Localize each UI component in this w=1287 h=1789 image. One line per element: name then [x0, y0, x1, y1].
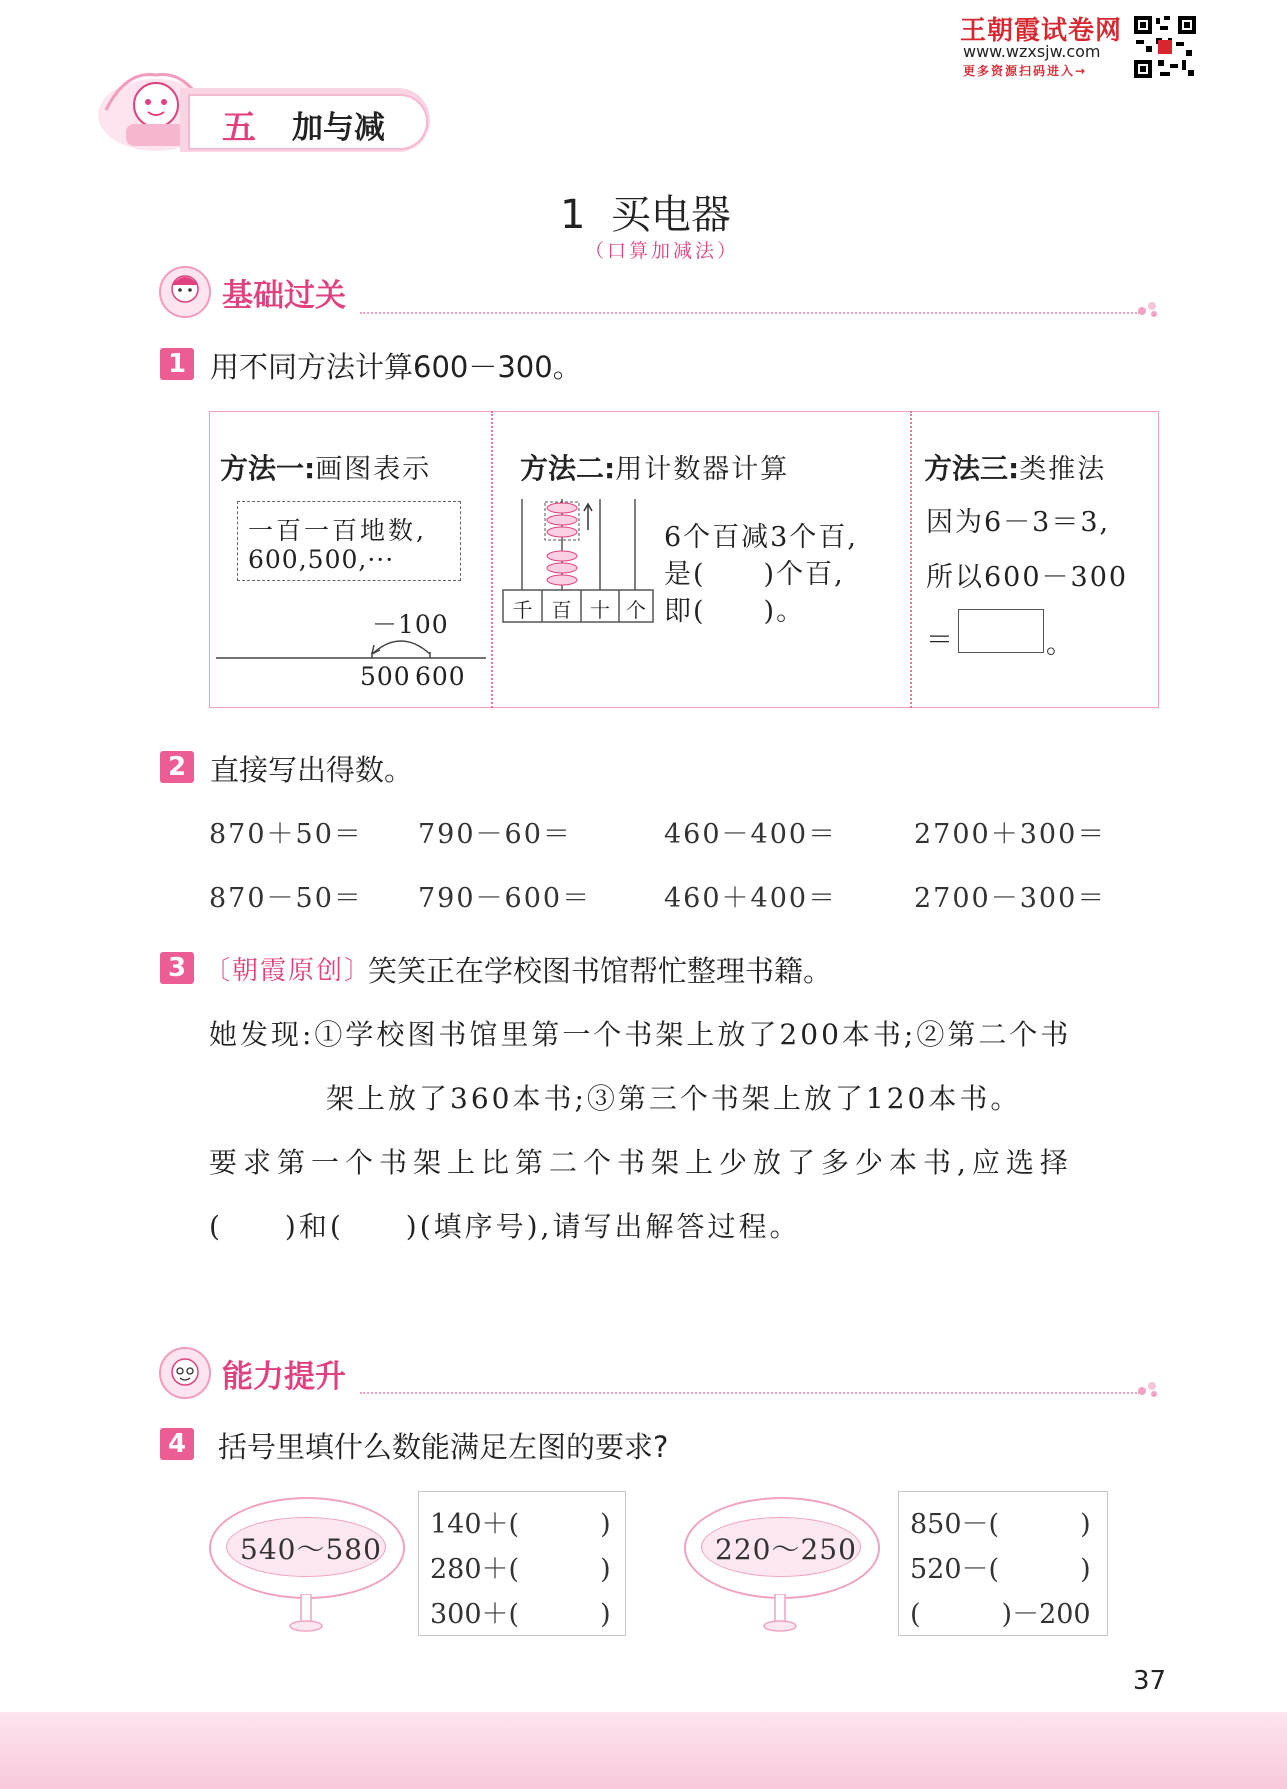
brand-title: 王朝霞试卷网 — [960, 16, 1123, 46]
method2-line3[interactable]: 即( )。 — [664, 596, 806, 627]
section-advanced-title: 能力提升 — [222, 1359, 346, 1395]
q3-line3: 要求第一个书架上比第二个书架上少放了多少本书,应选择 — [209, 1146, 1074, 1179]
method2-title: 方法二: — [520, 452, 616, 485]
question-1-text: 用不同方法计算600－300。 — [210, 350, 582, 384]
group1-item-2[interactable]: 280＋( ) — [430, 1554, 611, 1585]
girl-mascot-icon — [158, 265, 212, 319]
section-basic-title: 基础过关 — [222, 278, 346, 314]
method3-line1: 因为6－3＝3, — [926, 507, 1111, 538]
group1-item-3[interactable]: 300＋( ) — [430, 1599, 611, 1630]
abacus-place-labels — [503, 594, 653, 623]
sign-post-icon — [288, 1594, 324, 1632]
question-3-number: 3 — [160, 952, 194, 984]
q3-line4[interactable]: ( )和( )(填序号),请写出解答过程。 — [209, 1210, 801, 1243]
group2-item-2[interactable]: 520－( ) — [910, 1554, 1091, 1585]
method1-box-line1: 一百一百地数, — [248, 516, 427, 545]
range-sign-1-label: 540～580 — [240, 1533, 382, 1566]
unit-name: 加与减 — [292, 110, 385, 146]
q1-divider-2 — [910, 411, 912, 708]
question-4-number: 4 — [160, 1428, 194, 1460]
method1-heading — [220, 447, 431, 487]
q3-line2: 架上放了360本书;③第三个书架上放了120本书。 — [326, 1082, 1022, 1115]
calc-r1-c3[interactable]: 460－400＝ — [664, 819, 838, 850]
place-thousands: 千 — [512, 598, 533, 622]
question-1-number: 1 — [160, 348, 194, 380]
place-hundreds: 百 — [551, 598, 572, 622]
method1-desc: 画图表示 — [315, 454, 432, 485]
range-sign-2-label: 220～250 — [715, 1533, 857, 1566]
number-line-icon — [216, 630, 488, 660]
question-3-text: 笑笑正在学校图书馆帮忙整理书籍。 — [368, 954, 833, 988]
unit-number: 五 — [222, 108, 256, 148]
method2-desc: 用计数器计算 — [615, 454, 790, 485]
calc-r1-c2[interactable]: 790－60＝ — [418, 819, 572, 850]
method2-heading — [520, 447, 789, 487]
method1-title: 方法一: — [220, 452, 316, 485]
section-basic-divider — [360, 312, 1140, 316]
qr-code-icon[interactable] — [1132, 14, 1198, 80]
page-number: 37 — [1133, 1666, 1167, 1696]
method3-answer-box[interactable] — [958, 609, 1044, 653]
calc-r2-c3[interactable]: 460＋400＝ — [664, 883, 838, 914]
boy-mascot-icon — [158, 1346, 212, 1400]
group1-item-1[interactable]: 140＋( ) — [430, 1509, 611, 1540]
method2-line1: 6个百减3个百, — [664, 522, 858, 553]
footer-band — [0, 1712, 1287, 1789]
question-2-text: 直接写出得数。 — [210, 753, 414, 787]
q1-divider-1 — [491, 411, 493, 708]
brand-tagline: 更多资源扫码进入→ — [963, 64, 1088, 78]
group2-item-1[interactable]: 850－( ) — [910, 1509, 1091, 1540]
dots-icon — [1136, 1380, 1160, 1398]
lesson-subtitle: （口算加减法） — [585, 240, 740, 262]
group2-item-3[interactable]: ( )－200 — [910, 1599, 1091, 1630]
sign-post-icon — [762, 1594, 798, 1632]
section-advanced-divider — [360, 1392, 1140, 1396]
number-line-tick-500: 500 — [360, 662, 411, 691]
method3-line2: 所以600－300 — [926, 562, 1129, 593]
q3-line1: 她发现:①学校图书馆里第一个书架上放了200本书;②第二个书 — [209, 1018, 1072, 1051]
calc-r1-c1[interactable]: 870＋50＝ — [209, 819, 363, 850]
question-2-number: 2 — [160, 751, 194, 783]
calc-r2-c2[interactable]: 790－600＝ — [418, 883, 592, 914]
method1-box-line2: 600,500,··· — [248, 545, 395, 574]
method2-line2[interactable]: 是( )个百, — [664, 559, 845, 590]
question-4-text: 括号里填什么数能满足左图的要求? — [218, 1430, 669, 1464]
calc-r2-c4[interactable]: 2700－300＝ — [914, 883, 1107, 914]
question-3-tag: 〔朝霞原创〕 — [204, 956, 373, 986]
lesson-title: 1 买电器 — [560, 192, 731, 238]
place-ones: 个 — [626, 598, 646, 622]
number-line-tick-600: 600 — [415, 662, 466, 691]
calc-r2-c1[interactable]: 870－50＝ — [209, 883, 363, 914]
calc-r1-c4[interactable]: 2700＋300＝ — [914, 819, 1107, 850]
brand-url[interactable]: www.wzxsjw.com — [963, 42, 1101, 61]
place-tens: 十 — [590, 598, 610, 622]
method3-end: 。 — [1046, 629, 1075, 660]
method3-equals: ＝ — [926, 625, 955, 656]
method3-desc: 类推法 — [1019, 454, 1107, 485]
method3-heading — [924, 447, 1106, 487]
dots-icon — [1136, 300, 1160, 318]
method3-title: 方法三: — [924, 452, 1020, 485]
method1-arrow-label: －100 — [372, 610, 449, 639]
